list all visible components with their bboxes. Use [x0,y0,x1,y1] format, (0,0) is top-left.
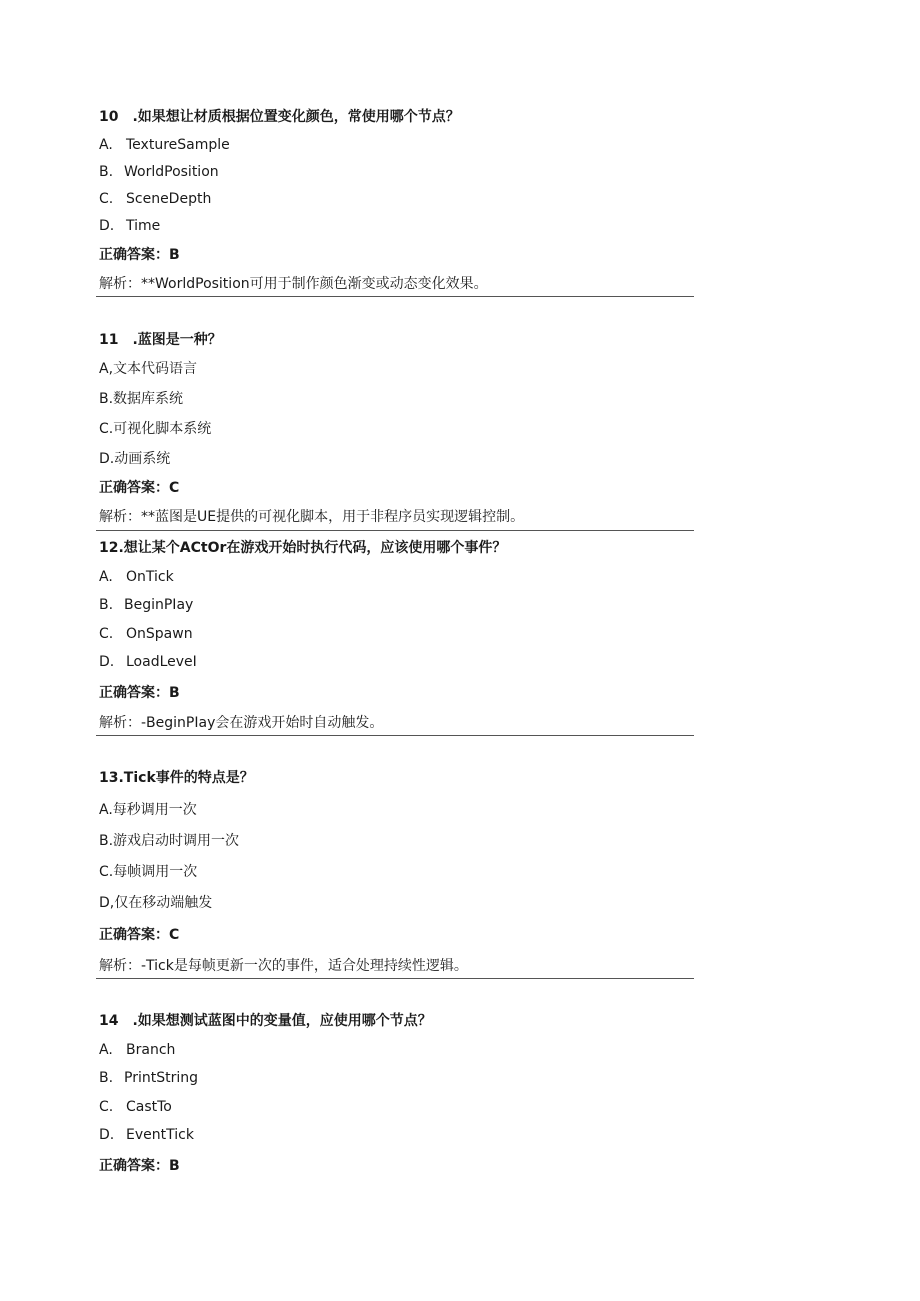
option-letter: C. [99,191,114,207]
correct-answer: 正确答案：B [99,247,180,263]
option-a [99,136,230,154]
option-d: D,仅在移动端触发 [99,895,213,911]
option-letter: A. [99,569,113,585]
option-text: Branch [126,1042,176,1058]
question-title: 10 .如果想让材质根据位置变化颜色，常使用哪个节点？ [99,109,460,125]
divider [96,735,694,736]
explanation: 解析：-BeginPIay会在游戏开始时自动触发。 [99,715,384,731]
option-letter: C. [99,1099,114,1115]
option-text: BeginPIay [124,597,194,613]
option-c: C.可视化脚本系统 [99,421,212,437]
option-a: A,文本代码语言 [99,361,198,377]
correct-answer: 正确答案：C [99,480,180,496]
option-letter: B. [99,164,114,180]
option-a: A.每秒调用一次 [99,802,197,818]
explanation: 解析：**蓝图是UE提供的可视化脚本，用于非程序员实现逻辑控制。 [99,509,525,525]
correct-answer: 正确答案：B [99,685,180,701]
option-letter: C. [99,626,114,642]
option-text: OnSpawn [126,626,193,642]
divider [96,530,694,531]
option-letter: A. [99,137,113,153]
option-c [99,625,193,643]
option-d [99,653,197,671]
option-b: B.数据库系统 [99,391,184,407]
option-letter: D. [99,1127,115,1143]
option-b [99,1069,198,1087]
question-title: 13.Tick事件的特点是？ [99,770,254,786]
option-letter: D. [99,218,115,234]
correct-answer: 正确答案：C [99,927,180,943]
option-text: PrintString [124,1070,198,1086]
question-title: 12.想让某个ACtOr在游戏开始时执行代码，应该使用哪个事件？ [99,540,507,556]
option-text: TextureSample [126,137,230,153]
option-b: B.游戏启动时调用一次 [99,833,240,849]
question-title: 14 .如果想测试蓝图中的变量值，应使用哪个节点？ [99,1013,432,1029]
divider [96,978,694,979]
option-letter: B. [99,597,114,613]
option-a [99,568,174,586]
option-b [99,163,219,181]
option-text: LoadLeveI [126,654,197,670]
option-text: EventTick [126,1127,194,1143]
option-text: CastTo [126,1099,172,1115]
option-d: D.动画系统 [99,451,171,467]
option-d [99,217,160,235]
option-letter: D. [99,654,115,670]
option-text: OnTick [126,569,174,585]
option-c [99,190,211,208]
option-d [99,1126,194,1144]
explanation: 解析：**WorldPosition可用于制作颜色渐变或动态变化效果。 [99,276,488,292]
option-c: C.每帧调用一次 [99,864,198,880]
option-letter: A. [99,1042,113,1058]
explanation: 解析：-Tick是每帧更新一次的事件，适合处理持续性逻辑。 [99,958,468,974]
option-letter: B. [99,1070,114,1086]
option-a [99,1041,175,1059]
question-title: 11 .蓝图是一种？ [99,332,222,348]
option-text: SceneDepth [126,191,212,207]
option-c [99,1098,172,1116]
option-b [99,596,193,614]
option-text: Time [126,218,161,234]
option-text: WorldPosition [124,164,219,180]
divider [96,296,694,297]
correct-answer: 正确答案：B [99,1158,180,1174]
